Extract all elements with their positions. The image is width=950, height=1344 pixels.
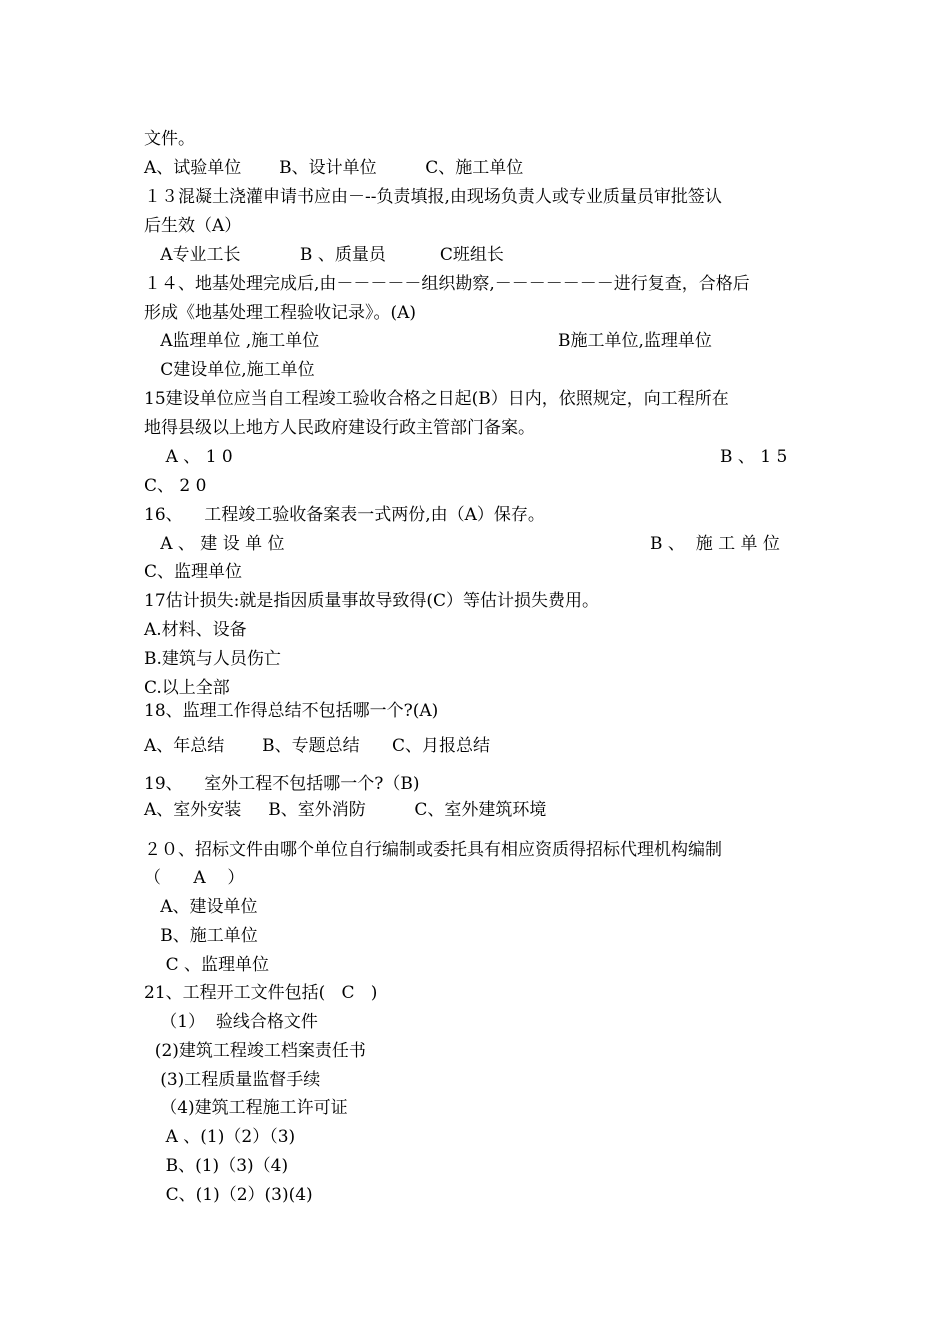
text-line: C建设单位,施工单位 [144,360,315,380]
text-line: B.建筑与人员伤亡 [144,649,281,669]
text-line: C.以上全部 [144,678,230,698]
text-line: 19、 室外工程不包括哪一个?（B) [144,774,420,794]
text-line-right: B施工单位,监理单位 [558,331,712,351]
text-line: C、(1)（2）(3)(4) [144,1185,313,1205]
text-line: C、监理单位 [144,562,243,582]
text-line: A监理单位 ,施工单位 [144,331,320,351]
text-line: A 、 建 设 单 位 [144,534,285,554]
text-line: B、施工单位 [144,926,258,946]
text-line: 文件。 [144,129,195,149]
text-line: 17估计损失:就是指因质量事故导致得(C）等估计损失费用。 [144,591,599,611]
text-line: B、(1)（3)（4) [144,1156,289,1176]
text-line: A、室外安装 B、室外消防 C、室外建筑环境 [144,800,547,820]
text-line: A、年总结 B、专题总结 C、月报总结 [144,736,491,756]
text-line: A 、 1 0 [144,447,233,467]
text-line: C、 2 0 [144,476,207,496]
text-line: A专业工长 B 、质量员 C班组长 [144,245,504,265]
text-line: １４、地基处理完成后,由－－－－－组织勘察,－－－－－－－进行复查，合格后 [144,274,750,294]
text-line: 形成《地基处理工程验收记录》。(A) [144,303,417,323]
text-line: 21、工程开工文件包括( C ) [144,983,378,1003]
text-line-right: B 、 施 工 单 位 [650,534,780,554]
text-line: A.材料、设备 [144,620,247,640]
text-line: A、建设单位 [144,897,258,917]
text-line: （1） 验线合格文件 [144,1012,318,1032]
text-line: 18、监理工作得总结不包括哪一个?(A) [144,701,439,721]
text-line: 地得县级以上地方人民政府建设行政主管部门备案。 [144,418,535,438]
text-line: A、试验单位 B、设计单位 C、施工单位 [144,158,524,178]
text-line: ２０、招标文件由哪个单位自行编制或委托具有相应资质得招标代理机构编制 [144,840,722,860]
text-line: A 、(1)（2）（3) [144,1127,296,1147]
text-line: １３混凝土浇灌申请书应由－--负责填报,由现场负责人或专业质量员审批签认 [144,187,722,207]
text-line: 后生效（A） [144,216,242,236]
text-line: （4)建筑工程施工许可证 [144,1098,348,1118]
text-line: 16、 工程竣工验收备案表一式两份,由（A）保存。 [144,505,545,525]
text-line: (3)工程质量监督手续 [144,1070,321,1090]
text-line: C 、监理单位 [144,955,270,975]
text-line-right: B 、 1 5 [720,447,788,467]
text-line: 15建设单位应当自工程竣工验收合格之日起(B）日内，依照规定，向工程所在 [144,389,729,409]
text-line: (2)建筑工程竣工档案责任书 [144,1041,366,1061]
text-line: （ A ） [144,868,245,888]
